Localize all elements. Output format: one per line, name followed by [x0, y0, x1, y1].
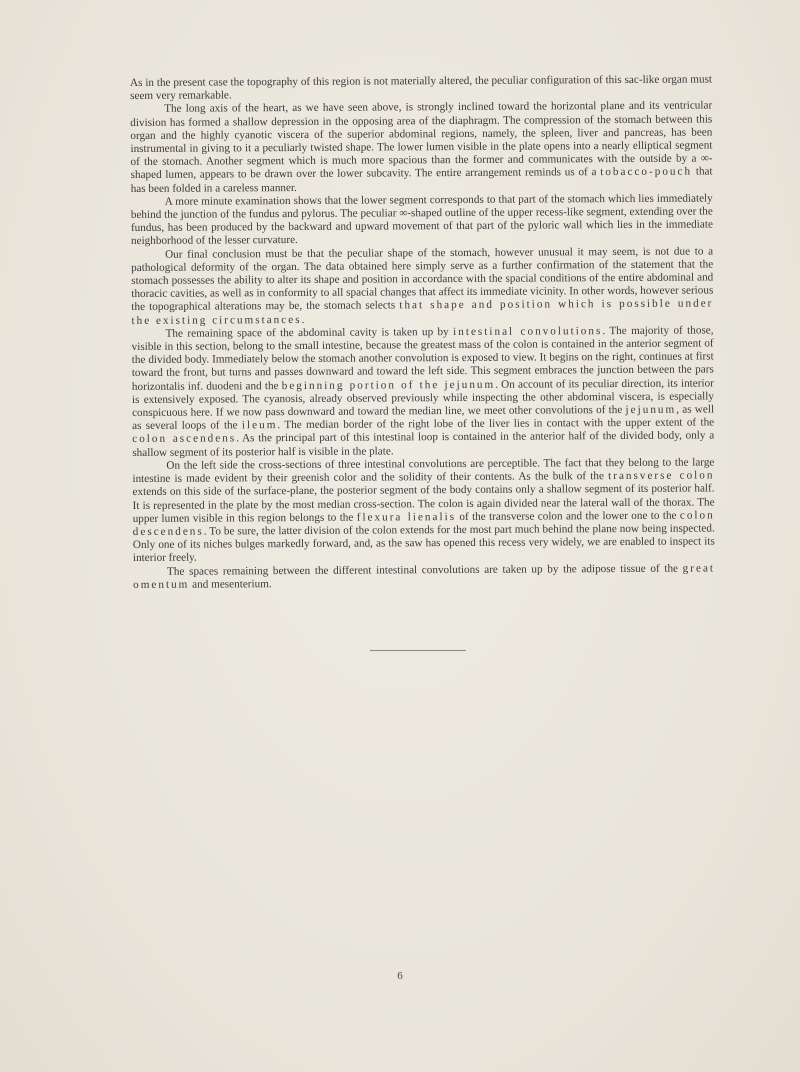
page-number: 6 — [397, 970, 403, 982]
spaced-term: beginning portion of the jejunum — [281, 378, 496, 392]
spaced-term: colon ascendens — [132, 432, 237, 446]
paragraph-4: Our final conclusion must be that the peculiar shape of the stomach, however unusual it may seem, is not due to a pathological deformity of the organ. The data obtained here simply serve as a further confirmation of the statement that the stomach possesses the ability to alter its shape and position in accordance with the spacial conditions of the entire abdominal and thoracic cavities, as well as in conformity to all spacial changes that affect its immediate vicinity. In other words, however serious the topographical alterations may be, the stomach selects that shape and position which is possible under the existing circumstances. — [131, 245, 714, 327]
paragraph-6: On the left side the cross-sections of three intestinal convolutions are perceptible. The fact that they belong to the large intestine is made evident by their greenish color and the solidity of their contents. As the bulk of the transverse colon extends on this side of the surface-plane, the posterior segment of the body contains only a shallow segment of its posterior half. It is represented in the plate by the most median cross-section. The colon is again divided near the lateral wall of the thorax. The upper lumen visible in this region belongs to the flexura lienalis of the transverse colon and the lower one to the colon descendens. To be sure, the latter division of the colon extends for the most part much behind the plane now being inspected. Only one of its niches bulges markedly forward, and, as the saw has opened this recess very widely, we are enabled to inspect its interior freely. — [132, 456, 715, 565]
spaced-term: tobacco-pouch — [600, 165, 693, 179]
paragraph-3: A more minute examination shows that the lower segment corresponds to that part of the stomach which lies immediately behind the junction of the fundus and pylorus. The peculiar ∞-shaped outline of the upper recess-like segment, extending over the fundus, has been produced by the backward and upward movement of that part of the pyloric wall which lies in the immediate neighborhood of the lesser curvature. — [130, 192, 713, 248]
spaced-term: that shape and position which is possible under the existing circumstances — [131, 297, 714, 327]
spaced-term: ileum — [241, 419, 278, 432]
spaced-term: transverse colon — [608, 469, 715, 483]
spaced-term: great omentum — [133, 561, 716, 591]
spaced-term: flexura lienalis — [356, 510, 457, 524]
spaced-term: colon descendens — [132, 509, 715, 538]
spaced-term: intestinal convolutions — [453, 324, 603, 338]
section-divider — [370, 650, 466, 651]
body-text — [130, 73, 715, 591]
spaced-term: jejunum — [625, 403, 677, 417]
paragraph-1: As in the present case the topography of this region is not materially altered, the peculiar configuration of this sac-like organ must seem very remarkable. — [130, 73, 713, 103]
paragraph-2: The long axis of the heart, as we have seen above, is strongly inclined toward the horizontal plane and its ventricular division has formed a shallow depression in the opposing area of the diaphragm. The compression of the stomach between this organ and the highly cyanotic viscera of the superior abdominal regions, namely, the spleen, liver and pancreas, has been instrumental in giving to it a peculiarly twisted shape. The lower lumen visible in the plate opens into a nearly elliptical segment of the stomach. Another segment which is much more spacious than the former and communicates with the outside by a ∞-shaped lumen, appears to be drawn over the lower subcavity. The entire arrangement reminds us of a tobacco-pouch that has been folded in a careless manner. — [130, 99, 713, 195]
paragraph-7: The spaces remaining between the different intestinal convolutions are taken up by the adipose tissue of the great omentum and mesenterium. — [133, 561, 716, 591]
paragraph-5: The remaining space of the abdominal cavity is taken up by intestinal convolutions. The majority of those, visible in this section, belong to the small intestine, because the greatest mass of the colon is contained in the anterior segment of the divided body. Immediately below the stomach another convolution is exposed to view. It begins on the right, continues at first toward the front, but turns and passes downward and toward the left side. This segment embraces the junction between the pars horizontalis inf. duodeni and the beginning portion of the jejunum. On account of its peculiar direction, its interior is extensively exposed. The cyanosis, already observed previously while inspecting the other abdominal viscera, is especially conspicuous here. If we now pass downward and toward the median line, we meet other convolutions of the jejunum, as well as several loops of the ileum. The median border of the right lobe of the liver lies in contact with the upper extent of the colon ascendens. As the principal part of this intestinal loop is contained in the anterior half of the divided body, only a shallow segment of its posterior half is visible in the plate. — [131, 324, 715, 459]
